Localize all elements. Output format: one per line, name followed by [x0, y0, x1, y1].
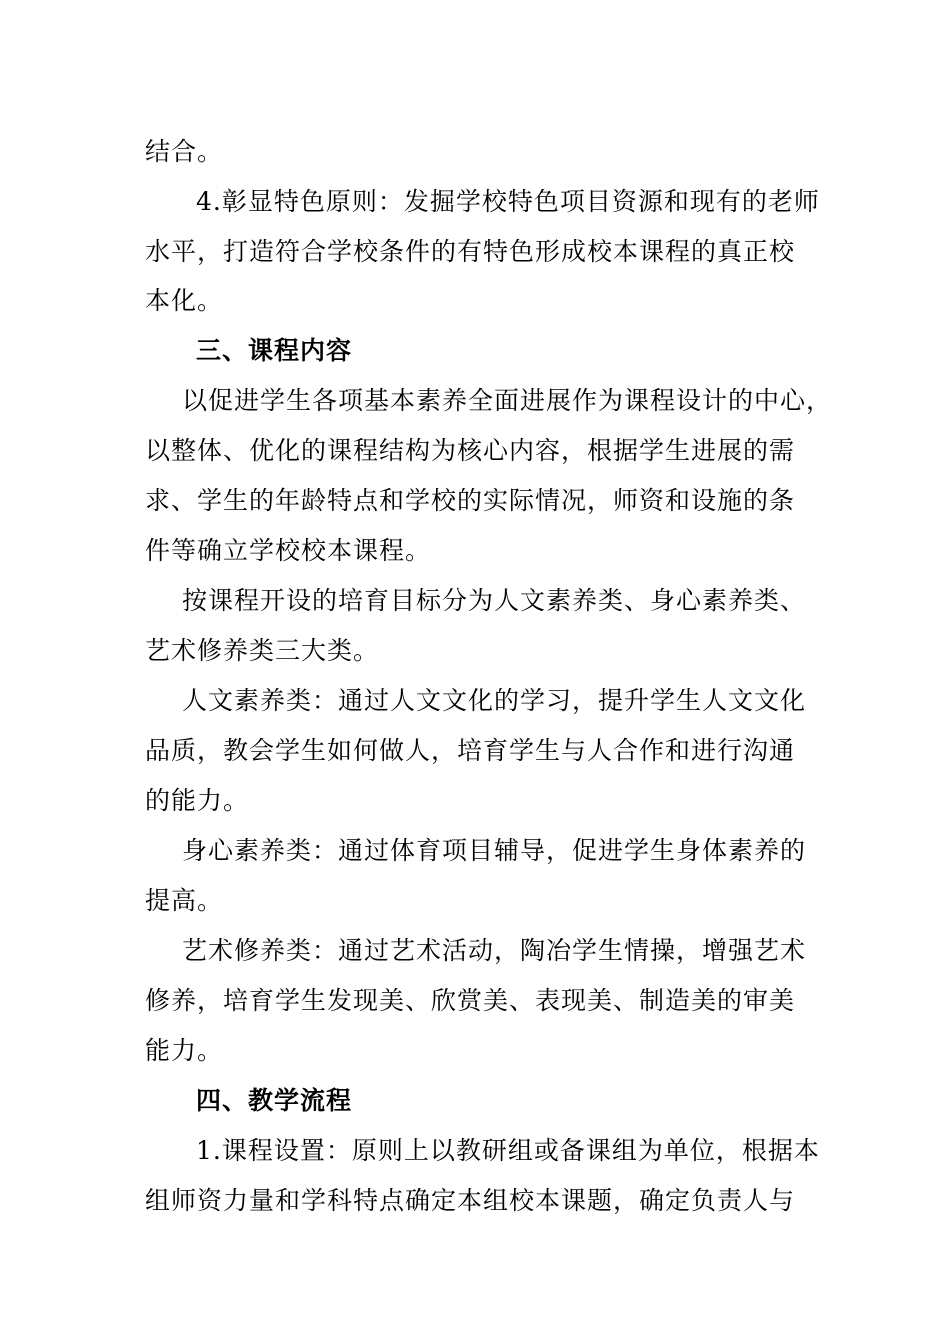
paragraph-line: 水平，打造符合学校条件的有特色形成校本课程的真正校 [145, 237, 796, 266]
paragraph-line: 身心素养类：通过体育项目辅导，促进学生身体素养的 [182, 836, 807, 865]
paragraph-line: 求、学生的年龄特点和学校的实际情况，师资和设施的条 [145, 486, 796, 515]
paragraph-line: 以整体、优化的课程结构为核心内容，根据学生进展的需 [145, 436, 796, 465]
paragraph-line: 1.课程设置：原则上以教研组或备课组为单位，根据本 [196, 1136, 820, 1165]
paragraph-line: 件等确立学校校本课程。 [145, 536, 432, 565]
paragraph-line: 的能力。 [145, 786, 250, 815]
section-heading: 四、教学流程 [196, 1086, 353, 1115]
paragraph-line: 4.彰显特色原则：发掘学校特色项目资源和现有的老师 [196, 187, 820, 216]
paragraph-line: 按课程开设的培育目标分为人文素养类、身心素养类、 [182, 586, 807, 615]
paragraph-line: 组师资力量和学科特点确定本组校本课题，确定负责人与 [145, 1186, 796, 1215]
paragraph-line: 提高。 [145, 886, 224, 915]
paragraph-line: 以促进学生各项基本素养全面进展作为课程设计的中心， [182, 386, 833, 415]
paragraph-line: 品质，教会学生如何做人，培育学生与人合作和进行沟通 [145, 736, 796, 765]
paragraph-line: 艺术修养类：通过艺术活动，陶冶学生情操，增强艺术 [182, 936, 807, 965]
paragraph-line: 本化。 [145, 286, 224, 315]
section-heading: 三、课程内容 [196, 336, 353, 365]
paragraph-line: 艺术修养类三大类。 [145, 636, 380, 665]
paragraph-line: 人文素养类：通过人文文化的学习，提升学生人文文化 [182, 686, 807, 715]
paragraph-line: 能力。 [145, 1036, 224, 1065]
paragraph-line: 修养，培育学生发现美、欣赏美、表现美、制造美的审美 [145, 986, 796, 1015]
paragraph-line: 结合。 [145, 137, 224, 166]
